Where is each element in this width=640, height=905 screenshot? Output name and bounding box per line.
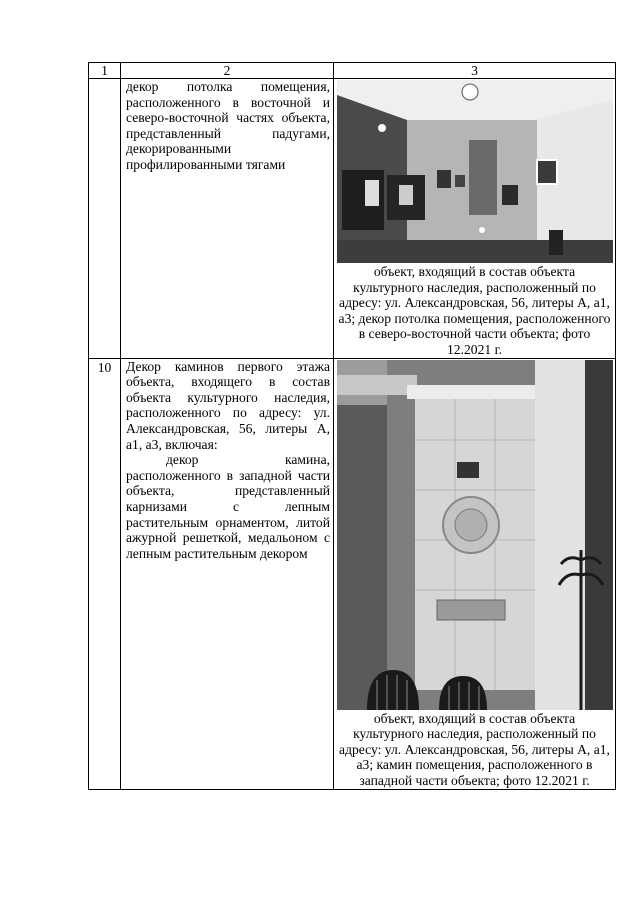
table-header-row	[89, 63, 616, 79]
row-number	[89, 79, 121, 359]
row-photo-cell	[334, 358, 616, 789]
fireplace-photo	[337, 360, 613, 710]
fireplace-photo-icon	[337, 360, 613, 710]
row-description	[121, 79, 334, 359]
row-number: 10	[89, 358, 121, 789]
header-col-1: 1	[89, 63, 121, 79]
description-item: декор камина, расположенного в западной части объекта, представленный карнизами с лепным растительным орнаментом, литой ажурной решеткой, медальоном с лепным растительным декором	[126, 452, 330, 561]
heritage-table	[88, 62, 616, 790]
photo-caption: объект, входящий в состав объекта культурного наследия, расположенный по адресу: ул. Александровская, 56, литеры А, а1, а3; декор потолка помещения, расположенного в северо-восточной части объекта; фото 12.2021 г.	[338, 264, 611, 357]
row-description	[121, 358, 334, 789]
description-text: декор потолка помещения, расположенного в восточной и северо-восточной частях объекта, представленный падугами, декорированными профилированными тягами	[126, 79, 330, 172]
table-row	[89, 79, 616, 359]
interior-room-photo	[337, 80, 613, 263]
row-photo-cell	[334, 79, 616, 359]
table-row	[89, 358, 616, 789]
description-intro: Декор каминов первого этажа объекта, входящего в состав объекта культурного наследия, расположенного по адресу: ул. Александровская, 56, литеры А, а1, а3, включая:	[126, 358, 330, 452]
photo-caption: объект, входящий в состав объекта культурного наследия, расположенный по адресу: ул. Александровская, 56, литеры А, а1, а3; камин помещения, расположенного в западной части объекта; фото 12.2021 г.	[339, 710, 610, 788]
header-col-3: 3	[334, 63, 616, 79]
interior-room-photo-icon	[337, 80, 613, 263]
header-col-2: 2	[121, 63, 334, 79]
